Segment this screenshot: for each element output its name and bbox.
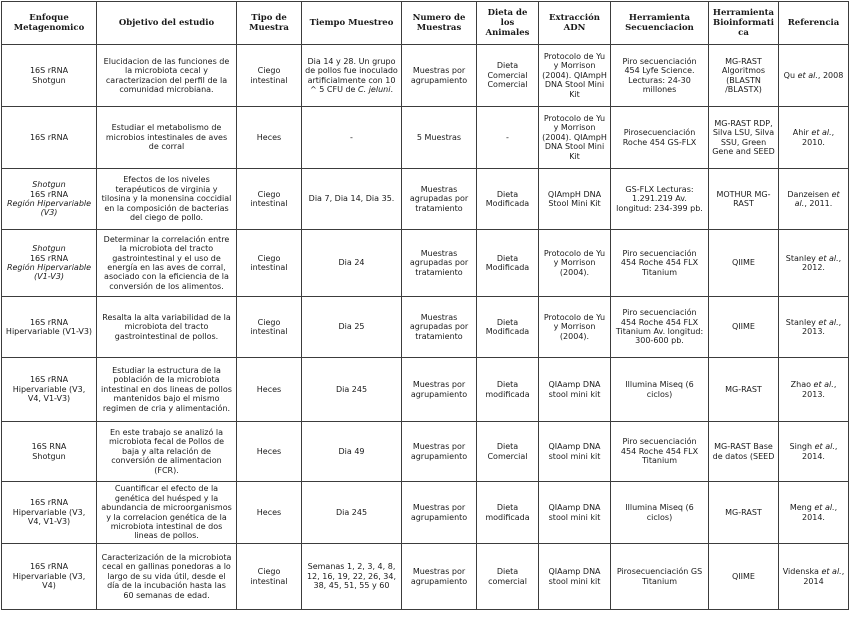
cell-bioinformatica: QIIME <box>709 230 779 297</box>
table-row <box>2 297 849 358</box>
tiempo-text: Dia 25 <box>338 322 365 332</box>
referencia-text: , 2010. <box>802 128 835 147</box>
tiempo-text: Dia 49 <box>338 446 365 456</box>
enfoque-line: Shotgun <box>32 75 66 85</box>
tiempo-text: Semanas 1, 2, 3, 4, 8, 12, 16, 19, 22, 26, 34, 38, 45, 51, 55 y 60 <box>306 562 397 591</box>
cell-enfoque <box>2 358 97 422</box>
referencia-text: et al. <box>818 253 839 263</box>
enfoque-line: Shotgun <box>32 180 66 190</box>
cell-enfoque <box>2 482 97 544</box>
enfoque-line: 16S rRNA <box>29 562 69 572</box>
table-row <box>2 169 849 230</box>
cell-extraccion: QIAamp DNA stool mini kit <box>539 482 611 544</box>
tiempo-text: C. jeluni <box>358 84 391 94</box>
cell-numero: Muestras por agrupamiento <box>402 45 477 107</box>
table-row <box>2 544 849 610</box>
cell-referencia <box>779 482 849 544</box>
tiempo-text: Dia 24 <box>338 258 365 268</box>
referencia-text: et al. <box>821 567 842 577</box>
table-row <box>2 422 849 482</box>
enfoque-line: 16S rRNA <box>29 498 69 508</box>
cell-objetivo: Determinar la correlación entre la microbiota del tracto gastrointestinal y el uso de energía en las aves de corral, asociado con la eficiencia de la conversión de los alimentos. <box>97 230 237 297</box>
referencia-text: et al. <box>794 189 840 208</box>
referencia-text: Videnska <box>782 567 822 577</box>
cell-bioinformatica: MG-RAST RDP, Silva LSU, Silva SSU, Green Gene and SEED <box>709 107 779 169</box>
referencia-text: Singh <box>789 442 815 452</box>
table-row <box>2 107 849 169</box>
cell-secuenciacion: Piro secuenciación 454 Roche 454 FLX Titanium <box>611 422 709 482</box>
cell-secuenciacion: Piro secuenciación 454 Lyfe Science. Lecturas: 24-30 millones <box>611 45 709 107</box>
cell-tipo: Ciego intestinal <box>237 297 302 358</box>
referencia-text: , 2008 <box>817 70 844 80</box>
cell-numero: Muestras por agrupamiento <box>402 422 477 482</box>
header-dieta: Dieta de los Animales <box>477 2 539 45</box>
cell-dieta: Dieta modificada <box>477 358 539 422</box>
enfoque-line: 16S rRNA <box>29 189 69 199</box>
enfoque-line: 16S rRNA <box>29 375 69 385</box>
header-enfoque: Enfoque Metagenomico <box>2 2 97 45</box>
cell-numero: Muestras agrupadas por tratamiento <box>402 169 477 230</box>
cell-tiempo <box>302 358 402 422</box>
enfoque-line: 16S rRNA <box>29 66 69 76</box>
header-secuenciacion: Herramienta Secuenciacion <box>611 2 709 45</box>
cell-bioinformatica: MG-RAST <box>709 358 779 422</box>
cell-extraccion: QIAamp DNA stool mini kit <box>539 544 611 610</box>
cell-extraccion: QIAamp DNA stool mini kit <box>539 358 611 422</box>
cell-tiempo <box>302 297 402 358</box>
header-tiempo: Tiempo Muestreo <box>302 2 402 45</box>
enfoque-line: 16S rRNA <box>29 132 69 142</box>
referencia-text: et al. <box>818 317 839 327</box>
tiempo-text: Dia 245 <box>335 507 368 517</box>
referencia-text: , 2014 <box>803 567 845 586</box>
cell-enfoque <box>2 45 97 107</box>
cell-extraccion: Protocolo de Yu y Morrison (2004). <box>539 297 611 358</box>
cell-bioinformatica: MG-RAST Algoritmos (BLASTN /BLASTX) <box>709 45 779 107</box>
cell-enfoque <box>2 422 97 482</box>
metagenomic-studies-table <box>1 1 849 610</box>
cell-tiempo <box>302 482 402 544</box>
cell-tipo: Heces <box>237 422 302 482</box>
cell-referencia <box>779 358 849 422</box>
enfoque-line: 16S rRNA <box>29 253 69 263</box>
cell-enfoque <box>2 169 97 230</box>
cell-tipo: Ciego intestinal <box>237 544 302 610</box>
cell-secuenciacion: Pirosecuenciación GS Titanium <box>611 544 709 610</box>
cell-extraccion: Protocolo de Yu y Morrison (2004). QIAmpH DNA Stool Mini Kit <box>539 107 611 169</box>
cell-tiempo <box>302 169 402 230</box>
header-bioinformatica: Herramienta Bioinformatica <box>709 2 779 45</box>
cell-extraccion: Protocolo de Yu y Morrison (2004). QIAmpH DNA Stool Mini Kit <box>539 45 611 107</box>
referencia-text: Qu <box>783 70 798 80</box>
cell-extraccion: Protocolo de Yu y Morrison (2004). <box>539 230 611 297</box>
header-tipo: Tipo de Muestra <box>237 2 302 45</box>
referencia-text: , 2012. <box>802 253 842 272</box>
cell-dieta: Dieta Modificada <box>477 169 539 230</box>
referencia-text: Stanley <box>785 253 819 263</box>
cell-dieta: Dieta Comercial <box>477 422 539 482</box>
tiempo-text: Dia 245 <box>335 384 368 394</box>
header-row <box>2 2 849 45</box>
header-referencia: Referencia <box>779 2 849 45</box>
cell-referencia <box>779 297 849 358</box>
cell-referencia <box>779 169 849 230</box>
cell-tipo: Heces <box>237 482 302 544</box>
referencia-text: , 2013. <box>802 380 837 399</box>
cell-secuenciacion: GS-FLX Lecturas: 1.291.219 Av. longitud: 234-399 pb. <box>611 169 709 230</box>
cell-enfoque <box>2 107 97 169</box>
cell-objetivo: En este trabajo se analizó la microbiota fecal de Pollos de baja y alta relación de conversión de alimentacion (FCR). <box>97 422 237 482</box>
cell-extraccion: QIAmpH DNA Stool Mini Kit <box>539 169 611 230</box>
enfoque-line: 16S rRNA <box>29 317 69 327</box>
header-numero: Numero de Muestras <box>402 2 477 45</box>
enfoque-line: Hipervariable (V3, V4) <box>12 571 86 591</box>
cell-secuenciacion: Pirosecuenciación Roche 454 GS-FLX <box>611 107 709 169</box>
cell-bioinformatica: MOTHUR MG-RAST <box>709 169 779 230</box>
cell-secuenciacion: Illumina Miseq (6 ciclos) <box>611 358 709 422</box>
cell-bioinformatica: MG-RAST <box>709 482 779 544</box>
cell-dieta: Dieta Modificada <box>477 230 539 297</box>
cell-objetivo: Estudiar el metabolismo de microbios intestinales de aves de corral <box>97 107 237 169</box>
enfoque-line: Hipervariable (V3, V4, V1-V3) <box>12 384 86 404</box>
cell-dieta: - <box>477 107 539 169</box>
header-objetivo: Objetivo del estudio <box>97 2 237 45</box>
referencia-text: et al. <box>814 503 835 513</box>
cell-enfoque <box>2 297 97 358</box>
cell-secuenciacion: Piro secuenciación 454 Roche 454 FLX Titanium Av. longitud: 300-600 pb. <box>611 297 709 358</box>
referencia-text: et al. <box>813 380 834 390</box>
referencia-text: et al. <box>811 128 832 138</box>
cell-bioinformatica: MG-RAST Base de datos (SEED <box>709 422 779 482</box>
cell-tipo: Ciego intestinal <box>237 169 302 230</box>
enfoque-line: Región Hipervariable (V3) <box>6 199 92 218</box>
referencia-text: , 2011. <box>804 199 833 208</box>
cell-referencia <box>779 45 849 107</box>
cell-objetivo: Caracterización de la microbiota cecal en gallinas ponedoras a lo largo de su vida útil, desde el día de la incubación hasta las 60 semanas de edad. <box>97 544 237 610</box>
cell-bioinformatica: QIIME <box>709 297 779 358</box>
referencia-text: et al. <box>814 442 835 452</box>
cell-referencia <box>779 230 849 297</box>
referencia-text: , 2014. <box>802 503 838 522</box>
cell-dieta: Dieta comercial <box>477 544 539 610</box>
referencia-text: Danzeisen <box>787 189 832 199</box>
tiempo-text: Dia 14 y 28. Un grupo de pollos fue inoculado artificialmente con 10 ^ 5 CFU de <box>305 56 398 94</box>
cell-referencia <box>779 544 849 610</box>
cell-tipo: Ciego intestinal <box>237 230 302 297</box>
cell-tiempo <box>302 544 402 610</box>
tiempo-text: - <box>350 132 353 142</box>
cell-numero: Muestras por agrupamiento <box>402 482 477 544</box>
cell-objetivo: Estudiar la estructura de la población de la microbiota intestinal en dos lineas de pollos mantenidos bajo el mismo regimen de cria y alimentación. <box>97 358 237 422</box>
cell-objetivo: Resalta la alta variabilidad de la microbiota del tracto gastrointestinal de pollos. <box>97 297 237 358</box>
cell-tipo: Ciego intestinal <box>237 45 302 107</box>
cell-numero: Muestras agrupadas por tratamiento <box>402 230 477 297</box>
tiempo-text: Dia 7, Dia 14, Dia 35. <box>308 194 395 204</box>
enfoque-line: Shotgun <box>32 451 66 461</box>
enfoque-line: Región Hipervariable (V1-V3) <box>6 263 92 282</box>
cell-referencia <box>779 107 849 169</box>
header-extraccion: Extracción ADN <box>539 2 611 45</box>
cell-secuenciacion: Piro secuenciación 454 Roche 454 FLX Titanium <box>611 230 709 297</box>
cell-dieta: Dieta Modificada <box>477 297 539 358</box>
enfoque-line: Hipervariable (V3, V4, V1-V3) <box>12 507 86 527</box>
enfoque-line: Shotgun <box>32 244 66 254</box>
table-row <box>2 230 849 297</box>
cell-tiempo <box>302 230 402 297</box>
cell-numero: 5 Muestras <box>402 107 477 169</box>
cell-tiempo <box>302 45 402 107</box>
referencia-text: Zhao <box>790 380 814 390</box>
cell-numero: Muestras agrupadas por tratamiento <box>402 297 477 358</box>
tiempo-text: . <box>390 84 393 94</box>
referencia-text: , 2014. <box>802 442 838 461</box>
cell-dieta: Dieta Comercial Comercial <box>477 45 539 107</box>
cell-bioinformatica: QIIME <box>709 544 779 610</box>
cell-numero: Muestras por agrupamiento <box>402 544 477 610</box>
cell-tipo: Heces <box>237 107 302 169</box>
referencia-text: Meng <box>789 503 815 513</box>
referencia-text: et al. <box>797 70 818 80</box>
cell-numero: Muestras por agrupamiento <box>402 358 477 422</box>
enfoque-line: 16S RNA <box>31 442 67 452</box>
enfoque-line: Hipervariable (V1-V3) <box>5 327 93 336</box>
cell-objetivo: Elucidacion de las funciones de la microbiota cecal y caracterizacion del perfil de la comunidad microbiana. <box>97 45 237 107</box>
cell-secuenciacion: Illumina Miseq (6 ciclos) <box>611 482 709 544</box>
cell-objetivo: Cuantificar el efecto de la genética del huésped y la abundancia de microorganismos y la correlacion genética de la microbiota intestinal de dos lineas de pollos. <box>97 482 237 544</box>
referencia-text: , 2013. <box>802 317 842 336</box>
table-row <box>2 482 849 544</box>
referencia-text: Stanley <box>785 317 819 327</box>
cell-tiempo <box>302 107 402 169</box>
referencia-text: Ahir <box>792 128 812 138</box>
cell-extraccion: QIAamp DNA stool mini kit <box>539 422 611 482</box>
table-row <box>2 45 849 107</box>
cell-dieta: Dieta modificada <box>477 482 539 544</box>
cell-tipo: Heces <box>237 358 302 422</box>
cell-referencia <box>779 422 849 482</box>
table-row <box>2 358 849 422</box>
cell-tiempo <box>302 422 402 482</box>
cell-objetivo: Efectos de los niveles terapéuticos de virginia y tilosina y la monensina coccidial en la composición de bacterias del ciego de pollo. <box>97 169 237 230</box>
cell-enfoque <box>2 544 97 610</box>
cell-enfoque <box>2 230 97 297</box>
